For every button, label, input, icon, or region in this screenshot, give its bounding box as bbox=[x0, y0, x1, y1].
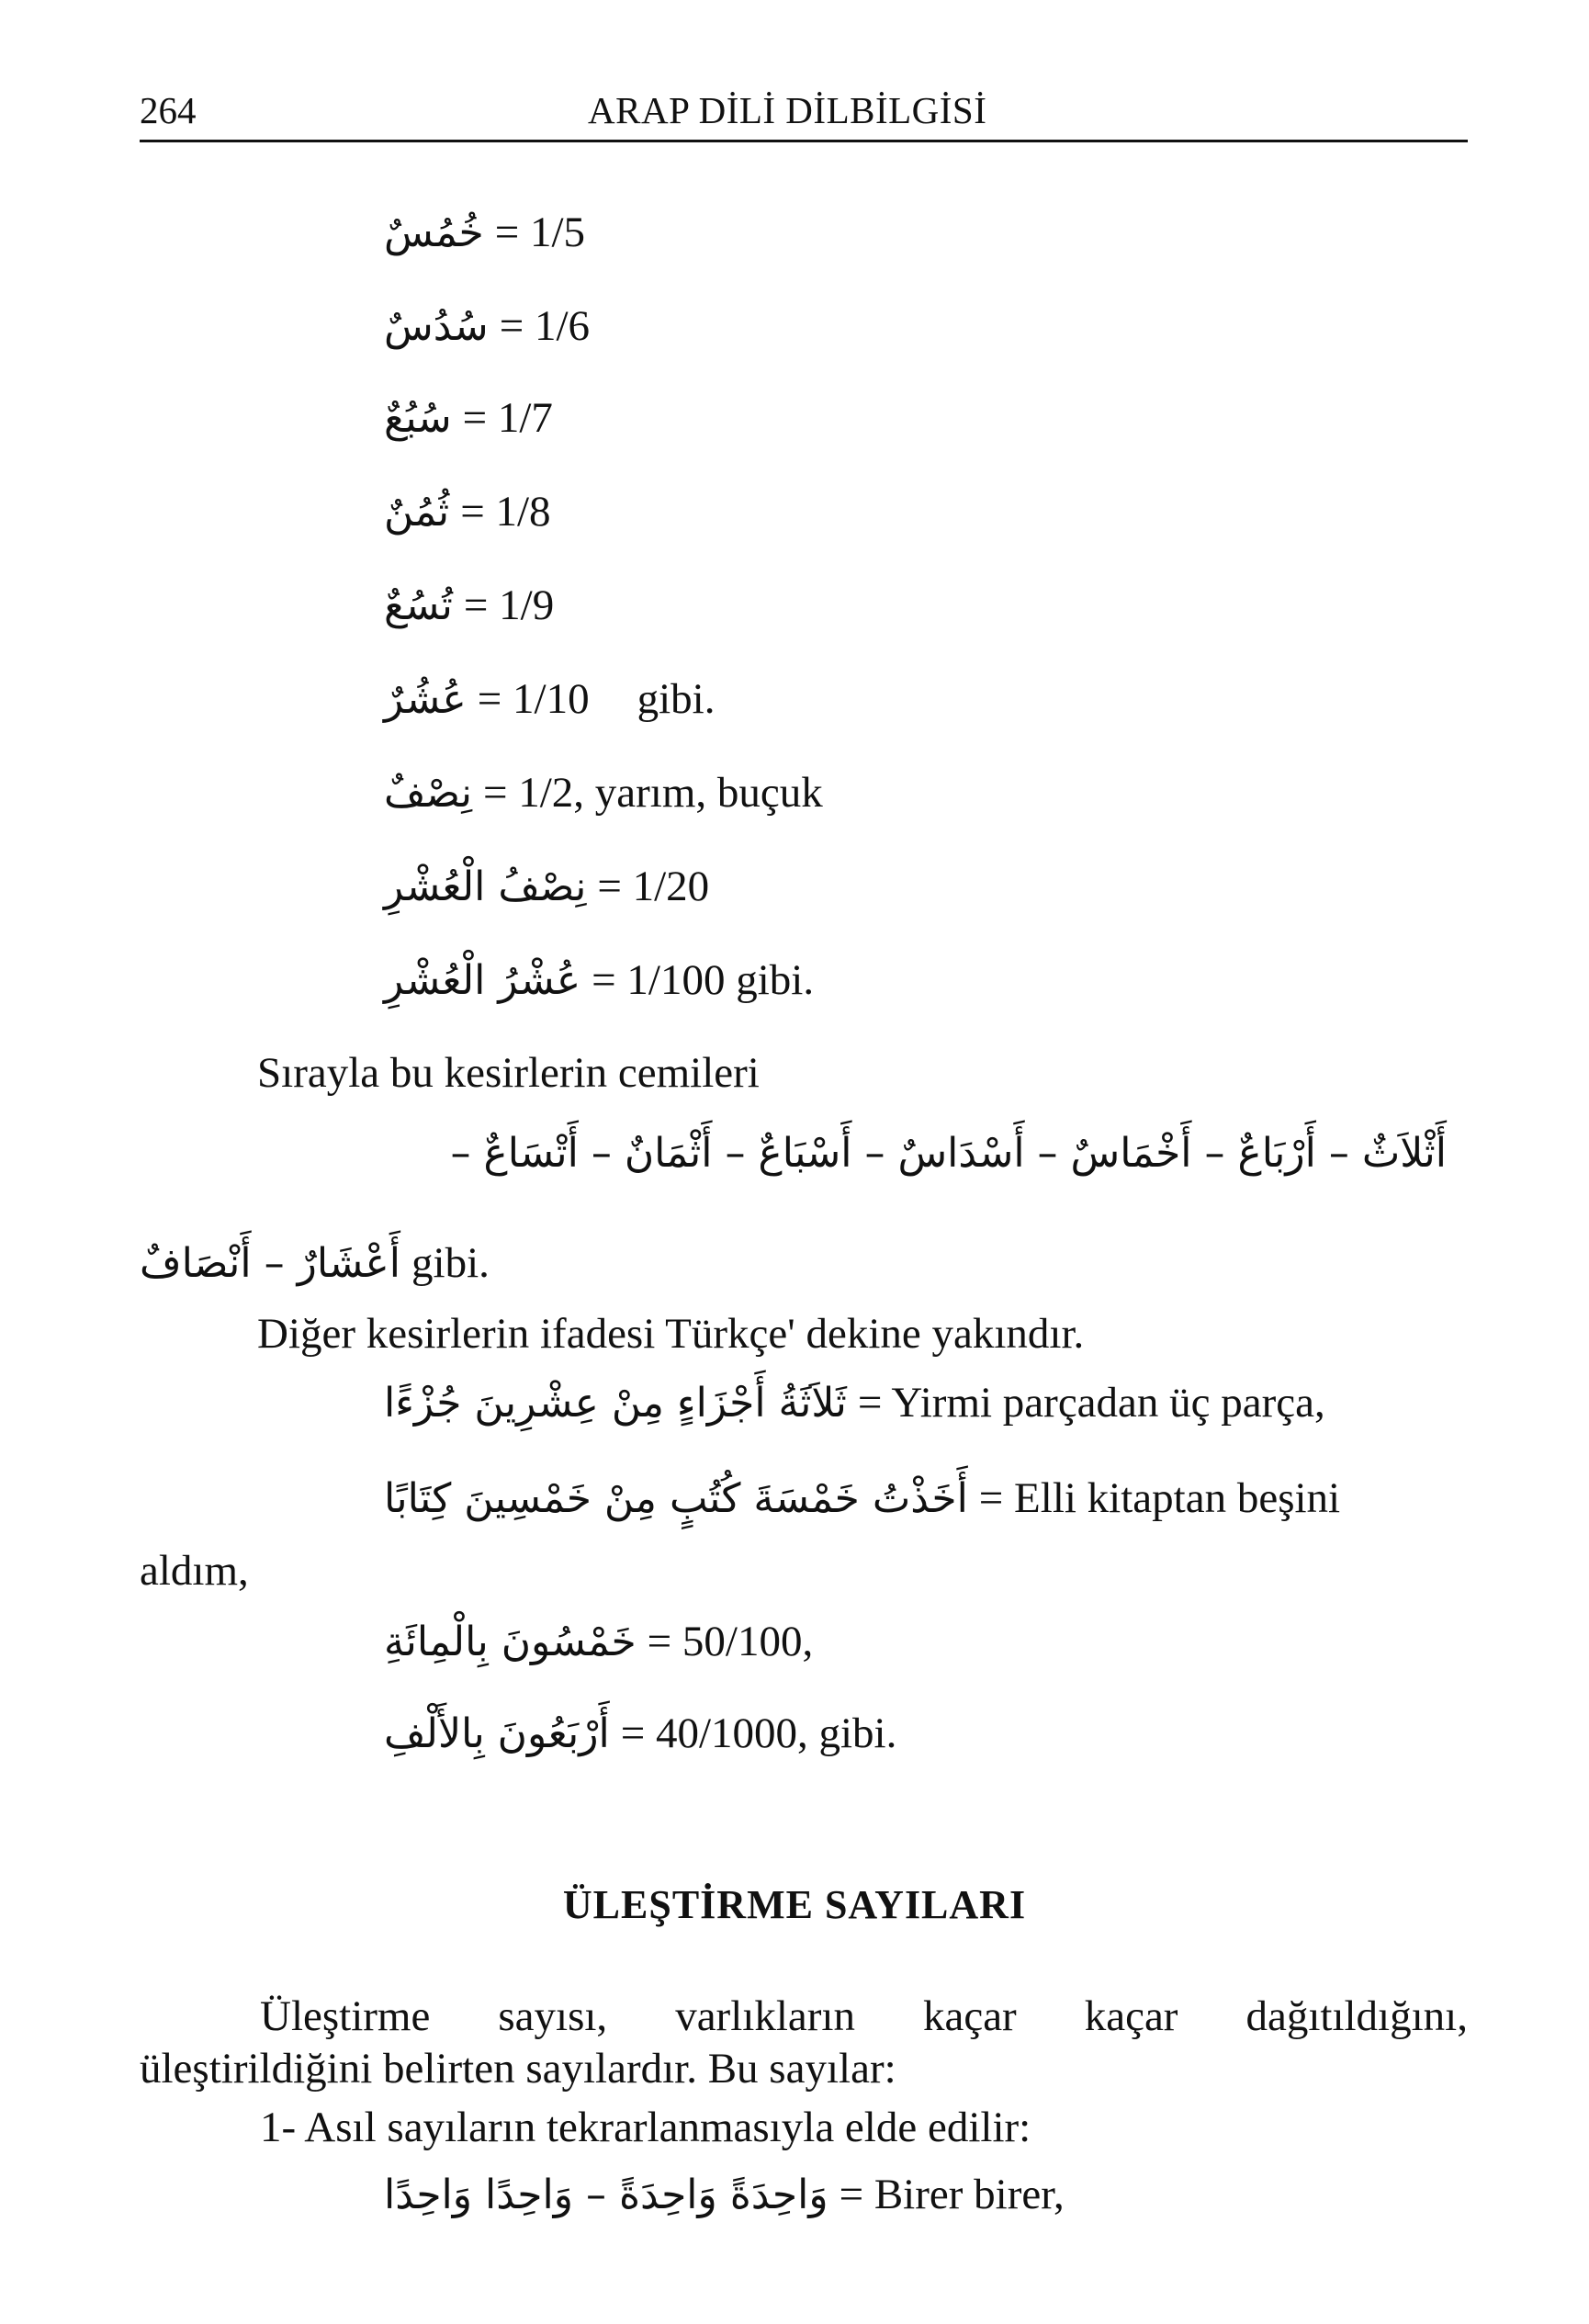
example-continuation: aldım, bbox=[140, 1547, 249, 1595]
fraction-arabic: نِصْفٌ bbox=[384, 770, 472, 817]
fraction-value: = 1/8 bbox=[460, 488, 551, 536]
fraction-row bbox=[384, 862, 709, 911]
section-heading: ÜLEŞTİRME SAYILARI bbox=[562, 1882, 1027, 1927]
example-arabic: خَمْسُونَ بِالْمِائَةِ bbox=[384, 1619, 637, 1665]
header-rule bbox=[140, 140, 1468, 142]
example-text: = Elli kitaptan beşini bbox=[978, 1474, 1341, 1522]
fraction-suffix: gibi. bbox=[637, 675, 716, 723]
example-text: = 40/1000, gibi. bbox=[620, 1709, 897, 1757]
fraction-arabic: سُبُعٌ bbox=[384, 395, 452, 442]
paragraph-word: kaçar bbox=[1084, 1992, 1178, 2040]
section-example-text: = Birer birer, bbox=[839, 2171, 1065, 2218]
fraction-value: = 1/10 bbox=[477, 675, 590, 723]
paragraph-word: Üleştirme bbox=[260, 1992, 431, 2040]
example-text: = 50/100, bbox=[647, 1618, 814, 1665]
fraction-value: = 1/5 bbox=[494, 209, 586, 256]
example-row bbox=[384, 1709, 896, 1758]
example-arabic: أَرْبَعُونَ بِالأَلْفِ bbox=[384, 1710, 610, 1757]
fraction-value: = 1/100 gibi. bbox=[592, 956, 815, 1004]
fraction-row bbox=[384, 955, 814, 1005]
fraction-arabic: تُسُعٌ bbox=[384, 582, 453, 629]
plurals-intro: Sırayla bu kesirlerin cemileri bbox=[257, 1049, 760, 1097]
example-arabic: أَخَذْتُ خَمْسَةَ كُتُبٍ مِنْ خَمْسِينَ كِتَابًا bbox=[384, 1475, 968, 1522]
fraction-row bbox=[384, 301, 590, 351]
example-text: = Yirmi parçadan üç parça, bbox=[857, 1379, 1325, 1427]
section-example-arabic: وَاحِدَةً وَاحِدَةً – وَاحِدًا وَاحِدًا bbox=[384, 2172, 828, 2218]
example-arabic: ثَلاَثَةُ أَجْزَاءٍ مِنْ عِشْرِينَ جُزْءًا bbox=[384, 1380, 847, 1427]
examples-intro: Diğer kesirlerin ifadesi Türkçe' dekine yakındır. bbox=[257, 1310, 1085, 1358]
paragraph-word: kaçar bbox=[922, 1992, 1017, 2040]
fraction-value: = 1/7 bbox=[462, 394, 553, 442]
fraction-row bbox=[384, 581, 554, 630]
fraction-value: = 1/9 bbox=[463, 581, 555, 629]
fraction-value: = 1/20 bbox=[597, 863, 710, 910]
fraction-row bbox=[384, 768, 823, 818]
fraction-row bbox=[384, 208, 585, 257]
fraction-row bbox=[384, 674, 716, 724]
section-example-row bbox=[384, 2170, 1065, 2219]
paragraph-word: varlıkların bbox=[675, 1992, 855, 2040]
fraction-value: = 1/2, yarım, buçuk bbox=[482, 769, 823, 817]
section-paragraph-line-1 bbox=[260, 1991, 1468, 2041]
section-paragraph-line-2: üleştirildiğini belirten sayılardır. Bu sayılar: bbox=[140, 2045, 896, 2093]
fraction-arabic: عُشْرُ الْعُشْرِ bbox=[384, 957, 581, 1004]
section-list-item-1: 1- Asıl sayıların tekrarlanmasıyla elde edilir: bbox=[260, 2104, 1031, 2151]
paragraph-word: dağıtıldığını, bbox=[1245, 1992, 1468, 2040]
fraction-row bbox=[384, 487, 551, 536]
fraction-arabic: سُدُسٌ bbox=[384, 303, 489, 350]
plurals-arabic-line-1: أَثْلاَثٌ – أَرْبَاعٌ – أَخْمَاسٌ – أَسْدَاسٌ – أَسْبَاعٌ – أَثْمَانٌ – أَتْسَاعٌ – bbox=[450, 1130, 1447, 1177]
plurals-line-1 bbox=[253, 1130, 1447, 1177]
fraction-value: = 1/6 bbox=[499, 302, 591, 350]
example-row bbox=[384, 1473, 1340, 1523]
fraction-arabic: نِصْفُ الْعُشْرِ bbox=[384, 863, 587, 910]
fraction-arabic: خُمُسٌ bbox=[384, 209, 484, 256]
fraction-arabic: عُشُرٌ bbox=[384, 676, 467, 723]
fraction-row bbox=[384, 393, 553, 443]
example-row bbox=[384, 1617, 813, 1666]
fraction-arabic: ثُمُنٌ bbox=[384, 489, 450, 536]
paragraph-word: sayısı, bbox=[498, 1992, 608, 2040]
running-header-title: ARAP DİLİ DİLBİLGİSİ bbox=[588, 89, 987, 131]
page-number: 264 bbox=[140, 89, 197, 131]
plurals-suffix: gibi. bbox=[411, 1239, 490, 1287]
example-row bbox=[384, 1378, 1325, 1427]
plurals-arabic-line-2: أَعْشَارٌ – أَنْصَافٌ bbox=[140, 1240, 401, 1287]
plurals-line-2 bbox=[140, 1238, 490, 1288]
